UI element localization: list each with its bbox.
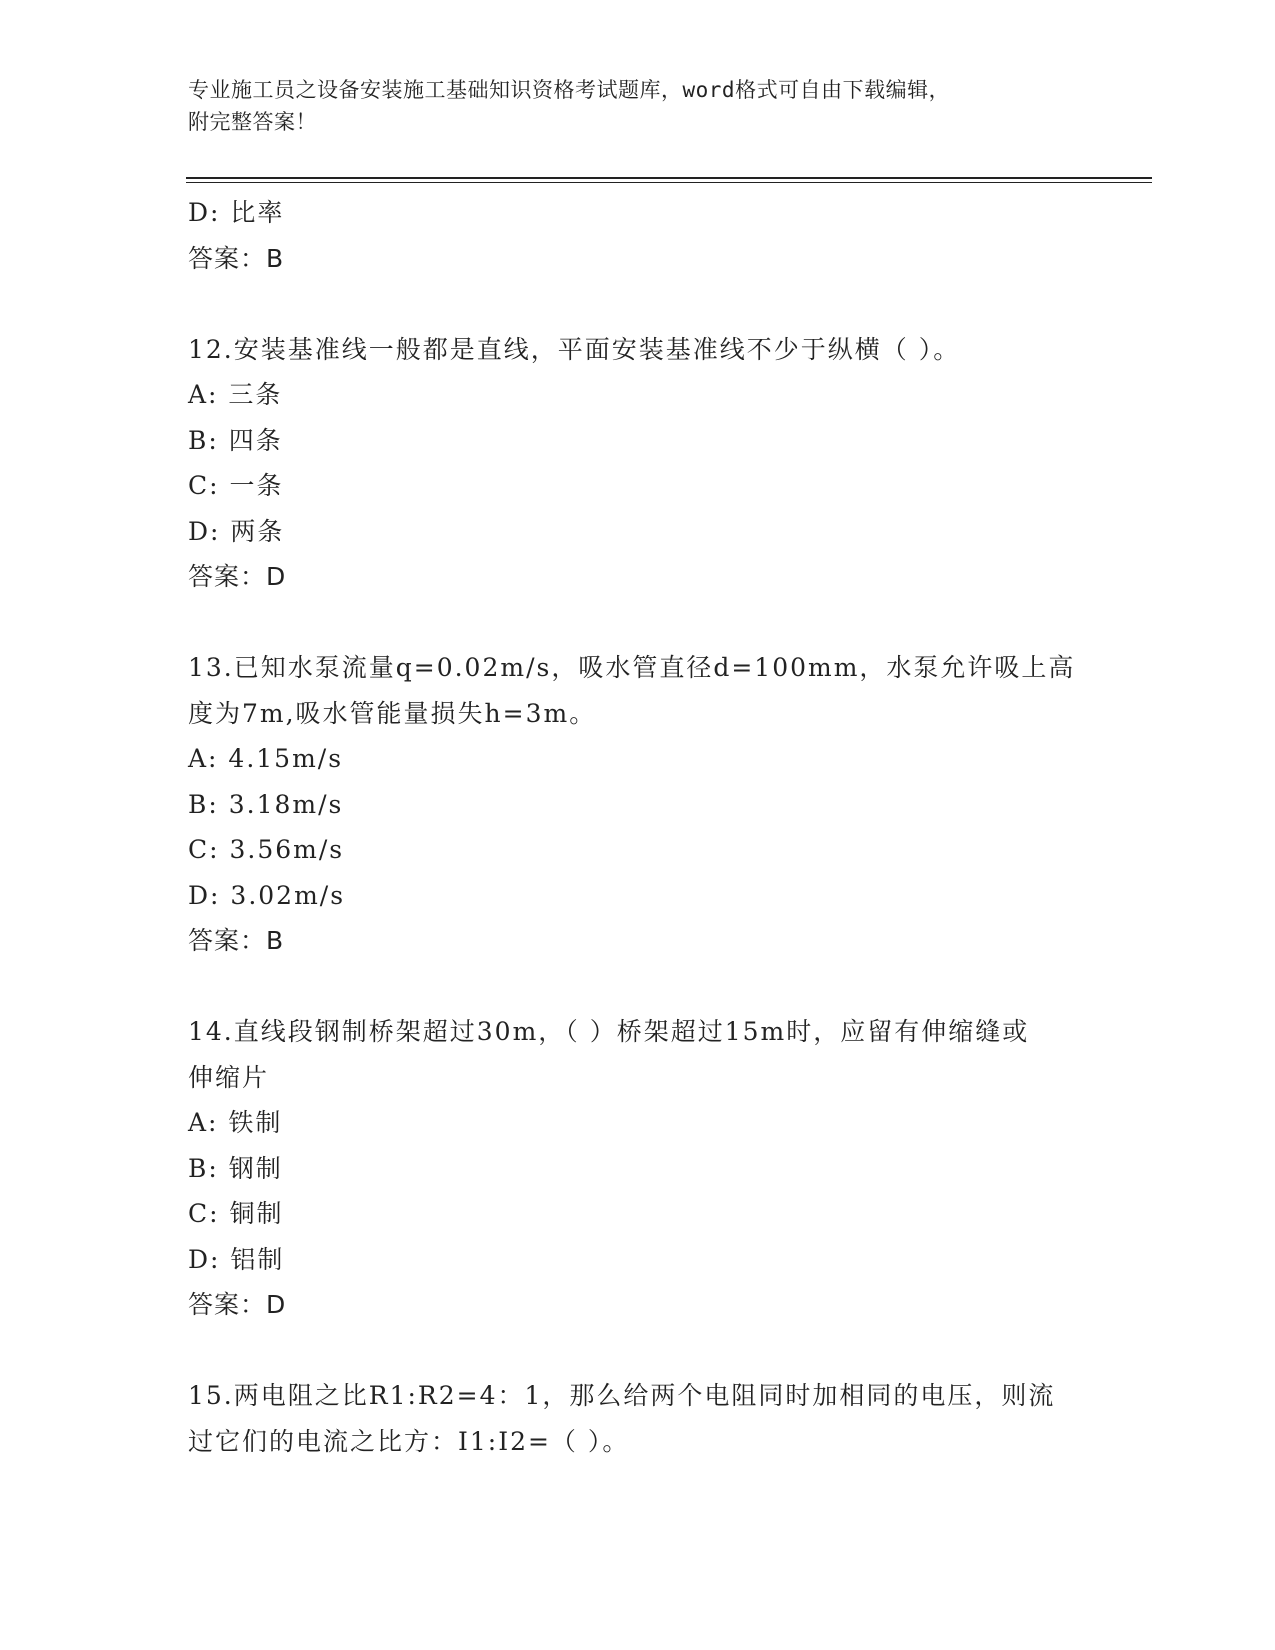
q14-stem-line-1: 14.直线段钢制桥架超过30m，（ ）桥架超过15m时，应留有伸缩缝或 xyxy=(188,1017,1030,1046)
q12-stem: 12.安装基准线一般都是直线，平面安装基准线不少于纵横（ ）。 xyxy=(188,334,961,364)
spacer xyxy=(188,281,1088,327)
spacer xyxy=(188,1328,1088,1374)
q14-option-a: A: 铁制 xyxy=(188,1108,283,1137)
spacer xyxy=(188,600,1088,646)
q12-option-b: B: 四条 xyxy=(188,425,283,455)
q14-option-c: C: 铜制 xyxy=(188,1199,284,1228)
q13-answer: 答案：B xyxy=(188,926,285,955)
q12-option-c: C: 一条 xyxy=(188,471,284,500)
q15-stem-line-2: 过它们的电流之比方：I1:I2=（ ）。 xyxy=(188,1426,630,1456)
spacer xyxy=(188,964,1088,1010)
q12-option-d: D: 两条 xyxy=(188,516,285,546)
q14-option-b: B: 钢制 xyxy=(188,1153,283,1183)
prev-option-d: D: 比率 xyxy=(188,198,285,227)
header-line-2: 附完整答案！ xyxy=(188,110,317,134)
q13-option-c: C: 3.56m/s xyxy=(188,835,345,864)
q13-stem-line-1: 13.已知水泵流量q=0.02m/s，吸水管直径d=100mm，水泵允许吸上高 xyxy=(188,653,1076,682)
header-line-1: 专业施工员之设备安装施工基础知识资格考试题库，word格式可自由下载编辑， xyxy=(188,78,951,102)
q13-option-a: A: 4.15m/s xyxy=(188,744,344,773)
q14-stem-line-2: 伸缩片 xyxy=(188,1062,270,1092)
prev-answer: 答案：B xyxy=(188,243,285,273)
q13-stem-line-2: 度为7m,吸水管能量损失h=3m。 xyxy=(188,698,597,728)
header-divider-thick xyxy=(186,177,1152,179)
q15-stem-line-1: 15.两电阻之比R1:R2=4：1，那么给两个电阻同时加相同的电压，则流 xyxy=(188,1381,1056,1410)
question-content xyxy=(188,190,1088,1464)
q13-option-b: B: 3.18m/s xyxy=(188,789,344,819)
header-divider-thin xyxy=(186,182,1152,183)
q13-option-d: D: 3.02m/s xyxy=(188,880,346,910)
q12-answer: 答案：D xyxy=(188,562,287,591)
q14-answer: 答案：D xyxy=(188,1290,287,1319)
q12-option-a: A: 三条 xyxy=(188,380,283,409)
document-header xyxy=(188,74,1088,138)
q14-option-d: D: 铝制 xyxy=(188,1244,285,1274)
